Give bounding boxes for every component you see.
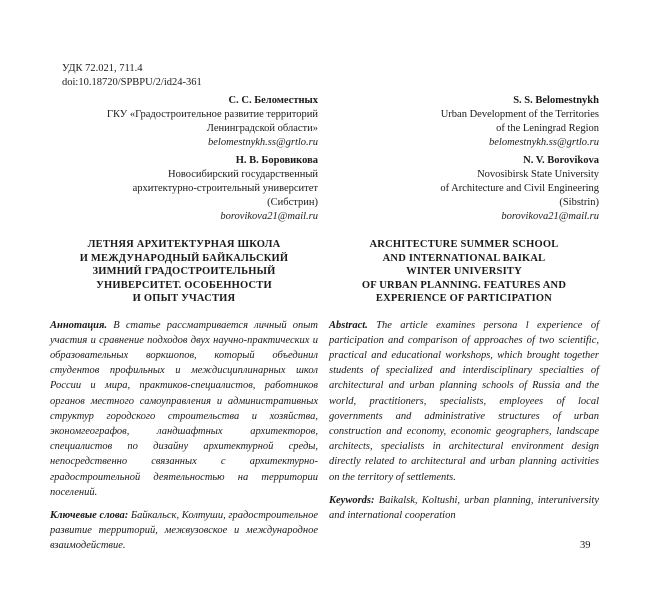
author-name: S. S. Belomestnykh [513,95,599,106]
author-affiliation: Ленинградской области» [206,123,318,134]
author-block-1 [329,94,599,150]
author-affiliation: (Sibstrin) [559,197,599,208]
author-affiliation: архитектурно-строительный университет [132,183,318,194]
keywords-text: Baikalsk, Koltushi, urban planning, interuniversity and international cooperation [329,494,600,521]
author-name: N. V. Borovikova [523,155,599,166]
doi: doi:10.18720/SPBPU/2/id24-361 [62,77,202,88]
author-block-2 [329,154,599,224]
author-affiliation: (Сибстрин) [267,197,318,208]
author-affiliation: of Architecture and Civil Engineering [440,183,599,194]
keywords-label: Ключевые слова: [50,509,129,521]
title-line: EXPERIENCE OF PARTICIPATION [375,293,553,304]
keywords-text: Байкальск, Колтуши, градостроительное развитие территорий, межвузовское и международное взаимодействие. [50,509,318,552]
author-name: Н. В. Боровикова [235,155,318,166]
author-block-1 [50,94,318,150]
article-header [62,62,202,90]
title-line: И ОПЫТ УЧАСТИЯ [132,293,236,304]
abstract-text: В статье рассматривается личный опыт участия и сравнение подходов двух научно-практических и образовательных воркшопов, который объединил студентов профильных и междисциплинарных школ России и мира, практиков-специалистов, работников органов местного самоуправления и административных структур городского строительства и хозяйства, экономгеографов, ландшафтных архитекторов, специалистов по дизайну архитектурной среды, непосредственно связанных с архитектурно-градостроительной деятельностью на территории поселений. [50,319,318,498]
keywords [329,493,599,523]
russian-column [50,94,318,554]
author-email: belomestnykh.ss@grtlo.ru [489,137,599,148]
keywords [50,508,318,554]
title-line: ЛЕТНЯЯ АРХИТЕКТУРНАЯ ШКОЛА [87,239,281,250]
title-line: ЗИМНИЙ ГРАДОСТРОИТЕЛЬНЫЙ [92,266,276,277]
abstract-label: Abstract. [329,319,368,331]
udc-code: УДК 72.021, 711.4 [62,63,143,74]
title-line: УНИВЕРСИТЕТ. ОСОБЕННОСТИ [96,279,272,291]
author-affiliation: Novosibirsk State University [477,169,599,180]
author-affiliation: ГКУ «Градостроительное развитие территорий [106,109,318,120]
author-affiliation: of the Leningrad Region [496,123,599,134]
title-line: OF URBAN PLANNING. FEATURES AND [361,279,567,291]
article-title [50,238,318,306]
author-email: borovikova21@mail.ru [501,211,599,222]
english-column [329,94,599,523]
article-title [329,238,599,306]
author-affiliation: Новосибирский государственный [168,169,318,180]
author-affiliation: Urban Development of the Territories [440,109,599,120]
abstract [50,318,318,500]
title-line: ARCHITECTURE SUMMER SCHOOL [369,239,559,250]
title-line: И МЕЖДУНАРОДНЫЙ БАЙКАЛЬСКИЙ [79,252,289,264]
author-name: С. С. Беломестных [228,95,318,106]
title-line: WINTER UNIVERSITY [406,266,522,277]
title-line: AND INTERNATIONAL BAIKAL [382,252,546,264]
page-number: 39 [580,540,591,551]
keywords-label: Keywords: [329,494,375,506]
author-block-2 [50,154,318,224]
abstract-label: Аннотация. [50,319,108,331]
author-email: belomestnykh.ss@grtlo.ru [208,137,318,148]
abstract [329,318,599,485]
author-email: borovikova21@mail.ru [220,211,318,222]
abstract-text: The article examines persona l experience of participation and comparison of approaches of two scientific, practical and educational workshops, which brought together students of specialized and interdisciplinary specialties of architectural and urban planning schools of Russia and the world, practitioners, specialists, employees of local governments and administrative structures of urban construction and economy, economic geographers, landscape architects, specialists in architectural environment design directly related to architectural and urban planning activities on the territory of settlements. [329,319,600,483]
